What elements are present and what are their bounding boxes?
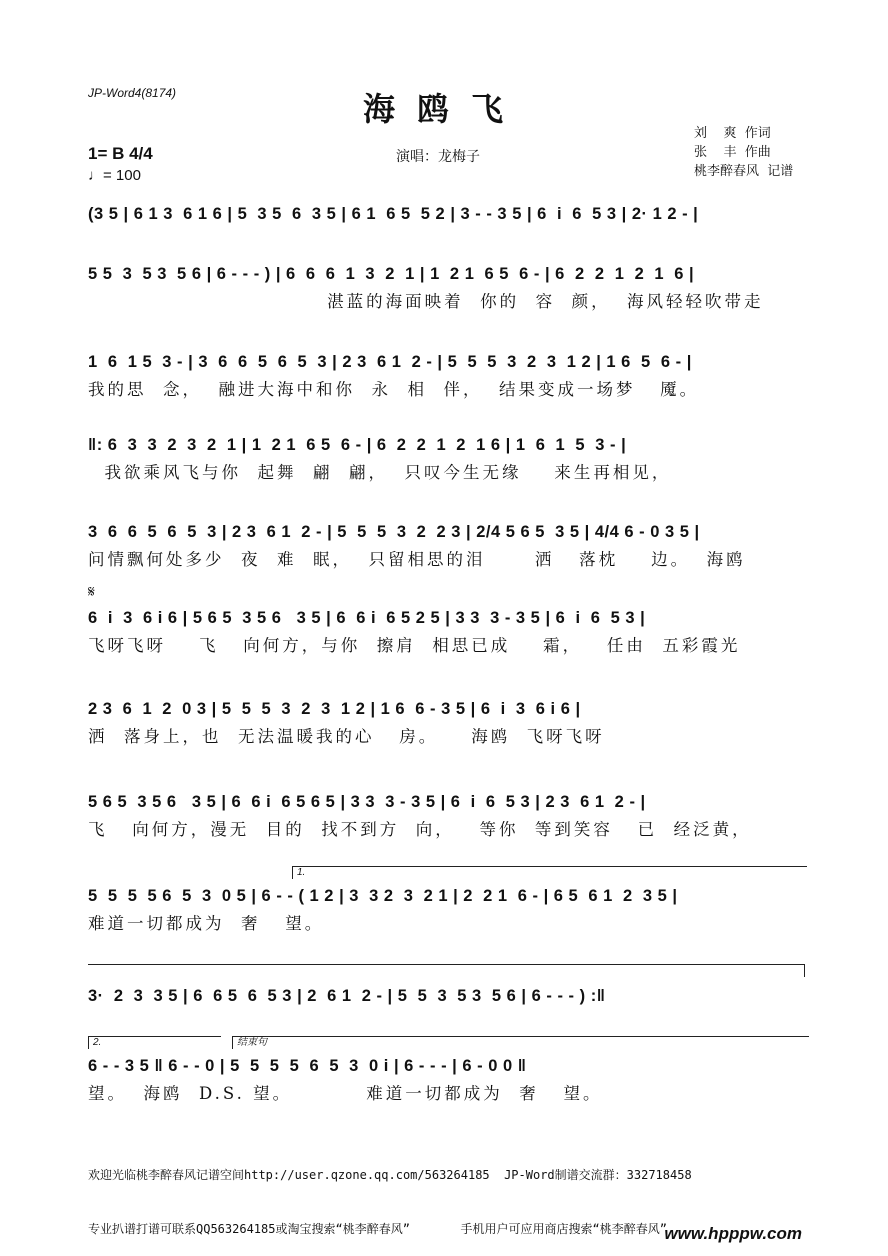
- system-6-lyrics: 飞呀飞呀 飞 向何方，与你 擦肩 相思已成 霜， 任由 五彩霞光: [88, 636, 741, 655]
- first-ending-label: 1.: [297, 867, 306, 878]
- system-4-lyrics: 我欲乘风飞与你 起舞 翩 翩， 只叹今生无缘 来生再相见，: [88, 463, 672, 482]
- system-7-lyrics: 洒 落身上，也 无法温暖我的心 房。 海鸥 飞呀飞呀: [88, 727, 605, 746]
- system-8-notes: 5 6 5 3 5 6 3 5 | 6 6 i 6 5 6 5 | 3 3 3 - 3 5 | 6 i 6 5 3 | 2 3 6 1 2 - |: [88, 793, 646, 811]
- footer-notes: [88, 1130, 692, 1256]
- system-2-notes: 5 5 3 5 3 5 6 | 6 - - - ) | 6 6 6 1 3 2 1 | 1 2 1 6 5 6 - | 6 2 2 1 2 1 6 |: [88, 265, 695, 283]
- key-signature: 1= B 4/4: [88, 144, 153, 163]
- second-ending-bracket: [88, 1036, 221, 1049]
- composer-credit: 张 丰 作曲: [694, 145, 771, 160]
- system-11-lyrics: 望。 海鸥 D.S. 望。 难道一切都成为 奢 望。: [88, 1084, 603, 1103]
- system-9-lyrics: 难道一切都成为 奢 望。: [88, 914, 325, 933]
- song-title: 海鸥飞: [362, 90, 525, 128]
- system-4-notes: ‖: 6 3 3 2 3 2 1 | 1 2 1 6 5 6 - | 6 2 2 1 2 1 6 | 1 6 1 5 3 - |: [88, 436, 627, 454]
- software-tag: JP-Word4(8174): [88, 86, 177, 100]
- system-10-notes: 3· 2 3 3 5 | 6 6 5 6 5 3 | 2 6 1 2 - | 5 5 3 5 3 5 6 | 6 - - - ) :‖: [88, 987, 606, 1005]
- footer-line-2: 专业扒谱打谱可联系QQ563264185或淘宝搜索“桃李醉春风” 手机用户可应用商店搜索“桃李醉春风”: [88, 1222, 667, 1236]
- footer-line-1: 欢迎光临桃李醉春风记谱空间http://user.qzone.qq.com/563264185 JP-Word制谱交流群：332718458: [88, 1168, 692, 1182]
- first-ending-continuation: [88, 964, 805, 977]
- singer-credit: 演唱：龙梅子: [396, 149, 480, 165]
- first-ending-bracket: [292, 866, 807, 879]
- system-11-notes: 6 - - 3 5 ‖ 6 - - 0 | 5 5 5 5 6 5 3 0 i | 6 - - - | 6 - 0 0 ‖: [88, 1057, 527, 1075]
- system-8-lyrics: 飞 向何方，漫无 目的 找不到方 向， 等你 等到笑容 已 经泛黄，: [88, 820, 752, 839]
- coda-label: 结束句: [237, 1037, 267, 1048]
- system-6-notes: 6 i 3 6 i 6 | 5 6 5 3 5 6 3 5 | 6 6 i 6 5 2 5 | 3 3 3 - 3 5 | 6 i 6 5 3 |: [88, 609, 646, 627]
- author-credits: [694, 124, 793, 181]
- system-3-notes: 1 6 1 5 3 - | 3 6 6 5 6 5 3 | 2 3 6 1 2 - | 5 5 5 3 2 3 1 2 | 1 6 5 6 - |: [88, 353, 692, 371]
- system-3-lyrics: 我的思 念， 融进大海中和你 永 相 伴， 结果变成一场梦 魇。: [88, 380, 700, 399]
- system-2-lyrics: 湛蓝的海面映着 你的 容 颜， 海风轻轻吹带走: [88, 292, 764, 311]
- system-1-notes: (3 5 | 6 1 3 6 1 6 | 5 3 5 6 3 5 | 6 1 6 5 5 2 | 3 - - 3 5 | 6 i 6 5 3 | 2· 1 2 - |: [88, 205, 699, 223]
- segno-sign: 𝄋: [88, 582, 95, 601]
- system-5-notes: 3 6 6 5 6 5 3 | 2 3 6 1 2 - | 5 5 5 3 2 2 3 | 2/4 5 6 5 3 5 | 4/4 6 - 0 3 5 |: [88, 523, 700, 541]
- coda-bracket: [232, 1036, 809, 1049]
- transcriber-credit: 桃李醉春风 记谱: [694, 164, 794, 179]
- system-5-lyrics: 问情飘何处多少 夜 难 眠， 只留相思的泪 洒 落枕 边。 海鸥: [88, 550, 746, 569]
- tempo-marking: ♩= 100: [88, 167, 141, 184]
- system-7-notes: 2 3 6 1 2 0 3 | 5 5 5 3 2 3 1 2 | 1 6 6 - 3 5 | 6 i 3 6 i 6 |: [88, 700, 581, 718]
- system-9-notes: 5 5 5 5 6 5 3 0 5 | 6 - - ( 1 2 | 3 3 2 3 2 1 | 2 2 1 6 - | 6 5 6 1 2 3 5 |: [88, 887, 678, 905]
- second-ending-label: 2.: [93, 1037, 102, 1048]
- lyricist-credit: 刘 爽 作词: [694, 126, 771, 141]
- website-watermark: www.hpppw.com: [664, 1224, 802, 1243]
